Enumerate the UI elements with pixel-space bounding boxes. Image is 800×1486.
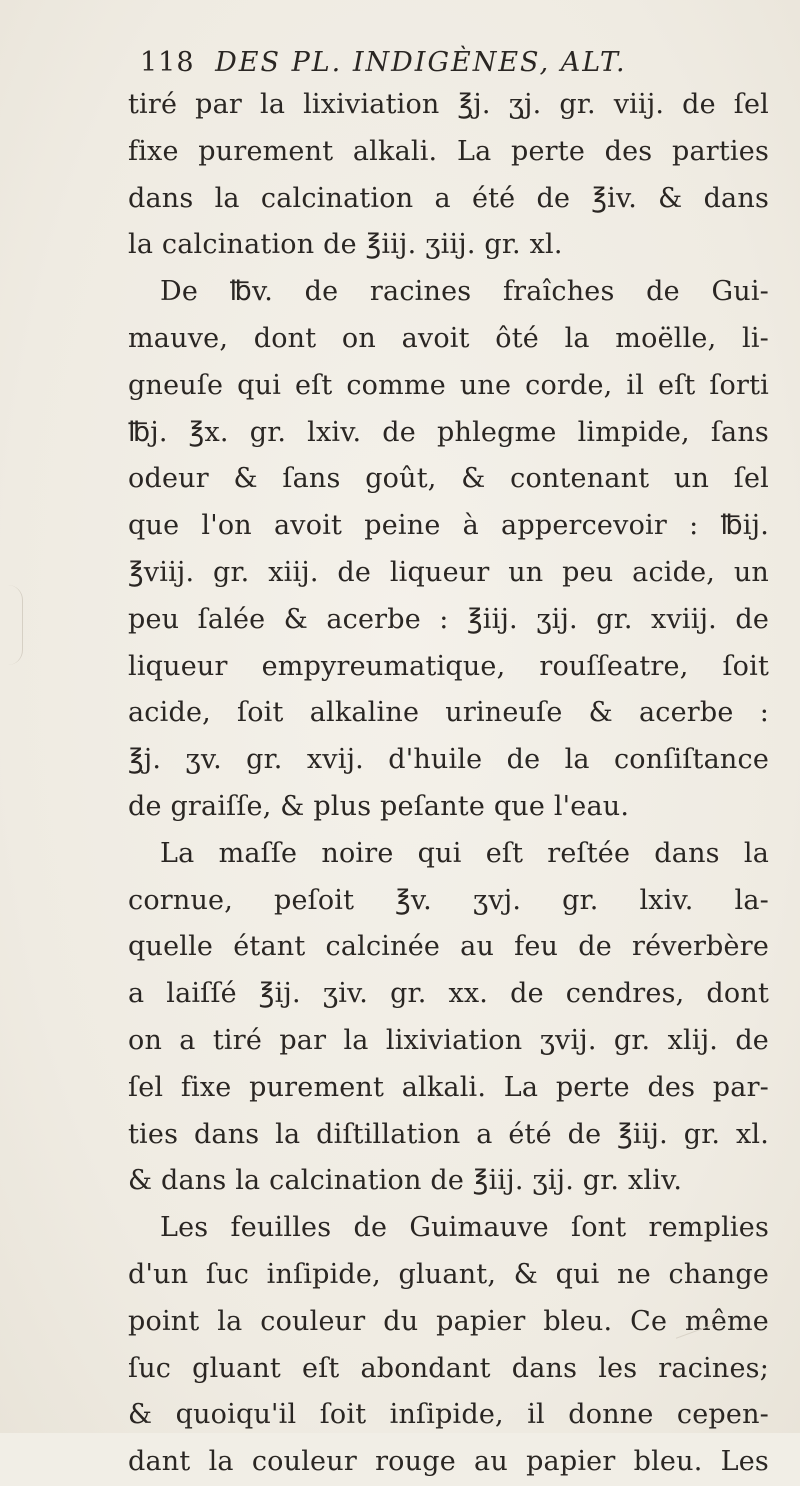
binding-shadow: [8, 585, 23, 665]
text-line: gneuſe qui eſt comme une corde, il eſt ſorti: [128, 369, 769, 401]
text-line: la calcination de ℥iij. ʒiij. gr. xl.: [128, 229, 563, 261]
running-header: [140, 40, 700, 86]
body-text: [128, 82, 769, 1486]
text-line: ſuc gluant eſt abondant dans les racines;: [128, 1352, 769, 1384]
text-line: point la couleur du papier bleu. Ce même: [128, 1305, 769, 1337]
text-line: ſel fixe purement alkali. La perte des par-: [128, 1071, 769, 1103]
text-line: on a tiré par la lixiviation ʒvij. gr. xlij. de: [128, 1024, 769, 1056]
text-line: mauve, dont on avoit ôté la moëlle, li-: [128, 322, 769, 354]
text-line: ℔j. ℥x. gr. lxiv. de phlegme limpide, ſans: [128, 416, 769, 448]
text-line: a laiſſé ℥ij. ʒiv. gr. xx. de cendres, dont: [128, 978, 769, 1010]
text-line: De ℔v. de racines fraîches de Gui-: [160, 276, 769, 308]
page-number: 118: [140, 47, 195, 78]
text-line: & dans la calcination de ℥iij. ʒij. gr. xliv.: [128, 1165, 683, 1197]
text-line: ties dans la diſtillation a été de ℥iij. gr. xl.: [128, 1118, 769, 1150]
text-line: La maſſe noire qui eſt reſtée dans la: [160, 837, 769, 869]
text-line: d'un ſuc inſipide, gluant, & qui ne change: [128, 1258, 769, 1290]
text-line: que l'on avoit peine à appercevoir : ℔ij.: [128, 510, 769, 542]
text-line: peu ſalée & acerbe : ℥iij. ʒij. gr. xviij. de: [128, 603, 769, 635]
text-line: de graiſſe, & plus peſante que l'eau.: [128, 790, 630, 822]
text-line: ℥viij. gr. xiij. de liqueur un peu acide, un: [128, 556, 769, 588]
running-title: DES PL. INDIGÈNES, ALT.: [215, 47, 627, 78]
text-line: Les feuilles de Guimauve ſont remplies: [160, 1212, 769, 1244]
text-line: odeur & ſans goût, & contenant un ſel: [128, 463, 769, 495]
text-line: dant la couleur rouge au papier bleu. Les: [128, 1446, 769, 1478]
text-line: cornue, peſoit ℥v. ʒvj. gr. lxiv. la-: [128, 884, 769, 916]
text-line: acide, ſoit alkaline urineuſe & acerbe :: [128, 697, 769, 729]
text-line: tiré par la lixiviation ℥j. ʒj. gr. viij. de ſel: [128, 89, 769, 120]
text-line: fixe purement alkali. La perte des parties: [128, 135, 769, 167]
text-line: quelle étant calcinée au feu de réverbère: [128, 931, 769, 963]
text-line: liqueur empyreumatique, rouſſeatre, ſoit: [128, 650, 769, 682]
text-line: & quoiqu'il ſoit inſipide, il donne cepen-: [128, 1399, 769, 1431]
text-line: ℥j. ʒv. gr. xvij. d'huile de la conſiſtance: [128, 744, 769, 776]
text-line: dans la calcination a été de ℥iv. & dans: [128, 182, 769, 214]
